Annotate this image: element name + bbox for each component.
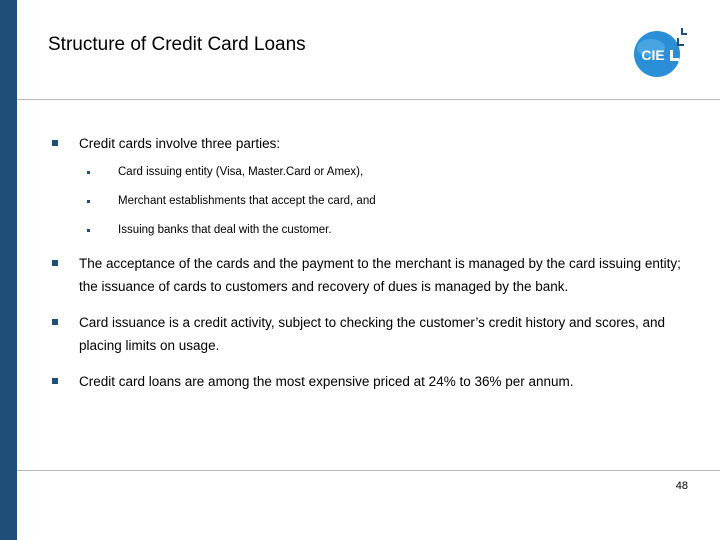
cie-logo [628, 20, 690, 82]
bullet-pricing [52, 370, 692, 393]
square-bullet-icon [52, 140, 58, 146]
sub-bullet-merchants [87, 193, 692, 210]
footer-divider [17, 470, 720, 471]
square-bullet-icon [87, 200, 90, 203]
slide-content [52, 132, 692, 406]
sub-bullet-text: Issuing banks that deal with the customer. [118, 224, 332, 236]
square-bullet-icon [52, 260, 58, 266]
header-divider [17, 99, 720, 100]
bullet-text: Credit cards involve three parties: [79, 136, 281, 151]
logo-text: CIE [641, 47, 665, 63]
square-bullet-icon [52, 319, 58, 325]
square-bullet-icon [52, 378, 58, 384]
sub-list [79, 164, 692, 239]
sub-bullet-text: Card issuing entity (Visa, Master.Card or Amex), [118, 166, 364, 178]
sub-bullet-issuing-entity [87, 164, 692, 181]
bullet-text: Credit card loans are among the most expensive priced at 24% to 36% per annum. [79, 374, 574, 389]
sub-bullet-issuing-banks [87, 222, 692, 239]
square-bullet-icon [87, 171, 90, 174]
bullet-text: Card issuance is a credit activity, subject to checking the customer’s credit history and scores, and placing limits on usage. [79, 315, 666, 353]
page-number: 48 [675, 480, 688, 492]
bullet-acceptance [52, 252, 692, 298]
bullet-issuance [52, 311, 692, 357]
square-bullet-icon [87, 229, 90, 232]
bullet-text: The acceptance of the cards and the payment to the merchant is managed by the card issuing entity; the issuance of cards to customers and recovery of dues is managed by the bank. [79, 256, 681, 294]
slide-title: Structure of Credit Card Loans [48, 34, 306, 55]
side-bar [0, 0, 17, 540]
sub-bullet-text: Merchant establishments that accept the card, and [118, 195, 376, 207]
bullet-parties [52, 132, 692, 239]
